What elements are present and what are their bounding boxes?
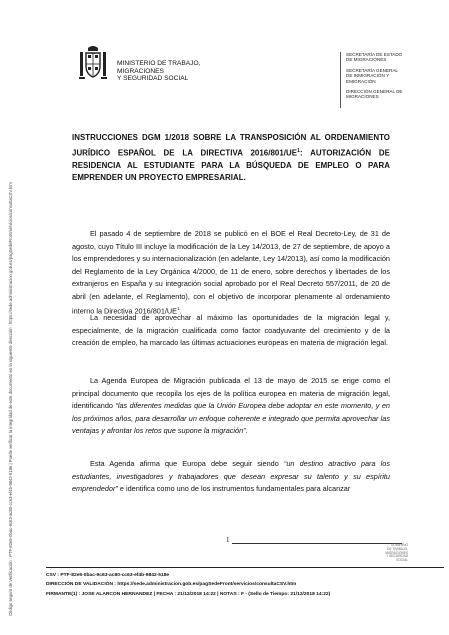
- paragraph-1: [72, 228, 390, 318]
- department-line: EMIGRACIÓN: [346, 78, 376, 84]
- stamp-line: GOBIERNO: [390, 543, 408, 547]
- department-line: DE MIGRACIONES: [346, 57, 387, 63]
- footer-rule: [46, 567, 444, 568]
- department-block: [346, 68, 442, 84]
- department-line: SECRETARÍA DE ESTADO: [346, 52, 403, 57]
- coat-of-arms-icon: [78, 44, 108, 82]
- department-line: DIRECCIÓN GENERAL DE: [346, 89, 403, 95]
- department-line: SECRETARÍA GENERAL: [346, 67, 398, 73]
- paragraph-text: Esta Agenda afirma que Europa debe seguir siendo: [90, 459, 284, 468]
- paragraph-2: [72, 312, 390, 350]
- stamp-line: DE TRABAJO, MIGRACIONES: [385, 546, 408, 555]
- department-block: [346, 52, 442, 63]
- department-block: [346, 89, 442, 100]
- paragraph-end: .: [245, 426, 248, 435]
- footer-divider: [232, 543, 402, 544]
- ministry-line: MINISTERIO DE TRABAJO,: [117, 60, 201, 67]
- paragraph-4: [72, 458, 390, 496]
- ministry-name: [117, 60, 200, 83]
- footnote-marker: 1: [177, 306, 180, 311]
- paragraph-text: La Agenda Europea de Migración publicada el 13 de mayo de 2015 se erige como el principal documento que recopila los ejes de la política europea en materia de migración legal, identificando: [72, 376, 390, 410]
- paragraph-3: [72, 375, 390, 438]
- title-text: INSTRUCCIONES DGM 1/2018 SOBRE LA TRANSPOSICIÓN AL ORDENAMIENTO JURÍDICO ESPAÑOL DE LA DIRECTIVA 2016/801/UE: [72, 133, 390, 158]
- footnote-marker: 1: [297, 147, 300, 154]
- ministry-stamp: [378, 544, 408, 563]
- stamp-line: Y SEGURIDAD SOCIAL: [386, 554, 408, 563]
- header-divider: [340, 52, 341, 108]
- title-text-rest: : AUTORIZACIÓN DE RESIDENCIA AL ESTUDIANTE PARA LA BÚSQUEDA DE EMPLEO O PARA EMPRENDER UN PROYECTO EMPRESARIAL.: [72, 148, 390, 183]
- ministry-line: Y SEGURIDAD SOCIAL: [117, 75, 189, 83]
- side-verification-label: Código seguro de Verificación : PTF-82e5-0bac-9c63-ac80-cc63-ef4b-9842-518e | Puede verificar la integridad de este documento en la siguiente dirección : https://sede.administracion.gob.es/pagSedeFront/servicios/consultaCSV.htm: [8, 182, 13, 616]
- paragraph-text: El pasado 4 de septiembre de 2018 se publicó en el BOE el Real Decreto-Ley, de 31 de agosto, cuyo Título III incluye la modificación de la Ley 14/2013, de 27 de septiembre, de apoyo a los emprendedores y su internacionalización (en adelante, Ley 14/2013), así como la modificación del Reglamento de la Ley Orgánica 4/2000, de 11 de enero, sobre derechos y libertades de los extranjeros en España y su integración social aprobado por el Real Decreto 557/2011, de 20 de abril (en adelante, el Reglamento), con el objetivo de incorporar plenamente al ordenamiento interno la Directiva 2016/801/UE: [72, 229, 390, 316]
- page-number: 1: [226, 536, 230, 544]
- department-line: MIGRACIONES: [346, 94, 379, 100]
- paragraph-end: .: [179, 306, 182, 316]
- signer-info: FIRMANTE(1) : JOSE ALARCON HERNANDEZ | FECHA : 21/12/2018 14:22 | NOTAS : F - (Sello de Tiempo: 21/12/2018 14:22): [46, 591, 331, 597]
- document-title: [72, 132, 390, 185]
- side-verification-text: [4, 16, 14, 616]
- validation-url: DIRECCIÓN DE VALIDACIÓN : https://sede.administracion.gob.es/pagSedeFront/servicios/consultaCSV.htm: [46, 582, 297, 588]
- csv-code: CSV : PTF-82e5-0bac-9c63-ac80-cc63-ef4b-9842-518e: [46, 573, 170, 578]
- department-line: DE INMIGRACIÓN Y: [346, 73, 390, 79]
- paragraph-text: e identifica como uno de los instrumentos fundamentales para alcanzar: [117, 484, 351, 493]
- ministry-line: MIGRACIONES: [117, 67, 164, 75]
- signature-footer: [46, 571, 330, 599]
- paragraph-text: La necesidad de aprovechar al máximo las oportunidades de la migración legal y, especialmente, de la migración cualificada como factor coadyuvante del crecimiento y de la creación de empleo, ha marcado las últimas actuaciones europeas en materia de migración legal.: [72, 313, 390, 347]
- paragraph-quote: “las diferentes medidas que la Unión Europea debe adoptar en este momento, y en los próximos años, para desarrollar un enfoque coherente e integrado que permita aprovechar las ventajas y afrontar los retos que supone la migración”: [72, 401, 390, 435]
- paragraph-quote: “un destino atractivo para los estudiantes, investigadores y trabajadores que desean expresar su talento y su espíritu emprendedor”: [72, 459, 390, 493]
- department-list: [346, 52, 442, 105]
